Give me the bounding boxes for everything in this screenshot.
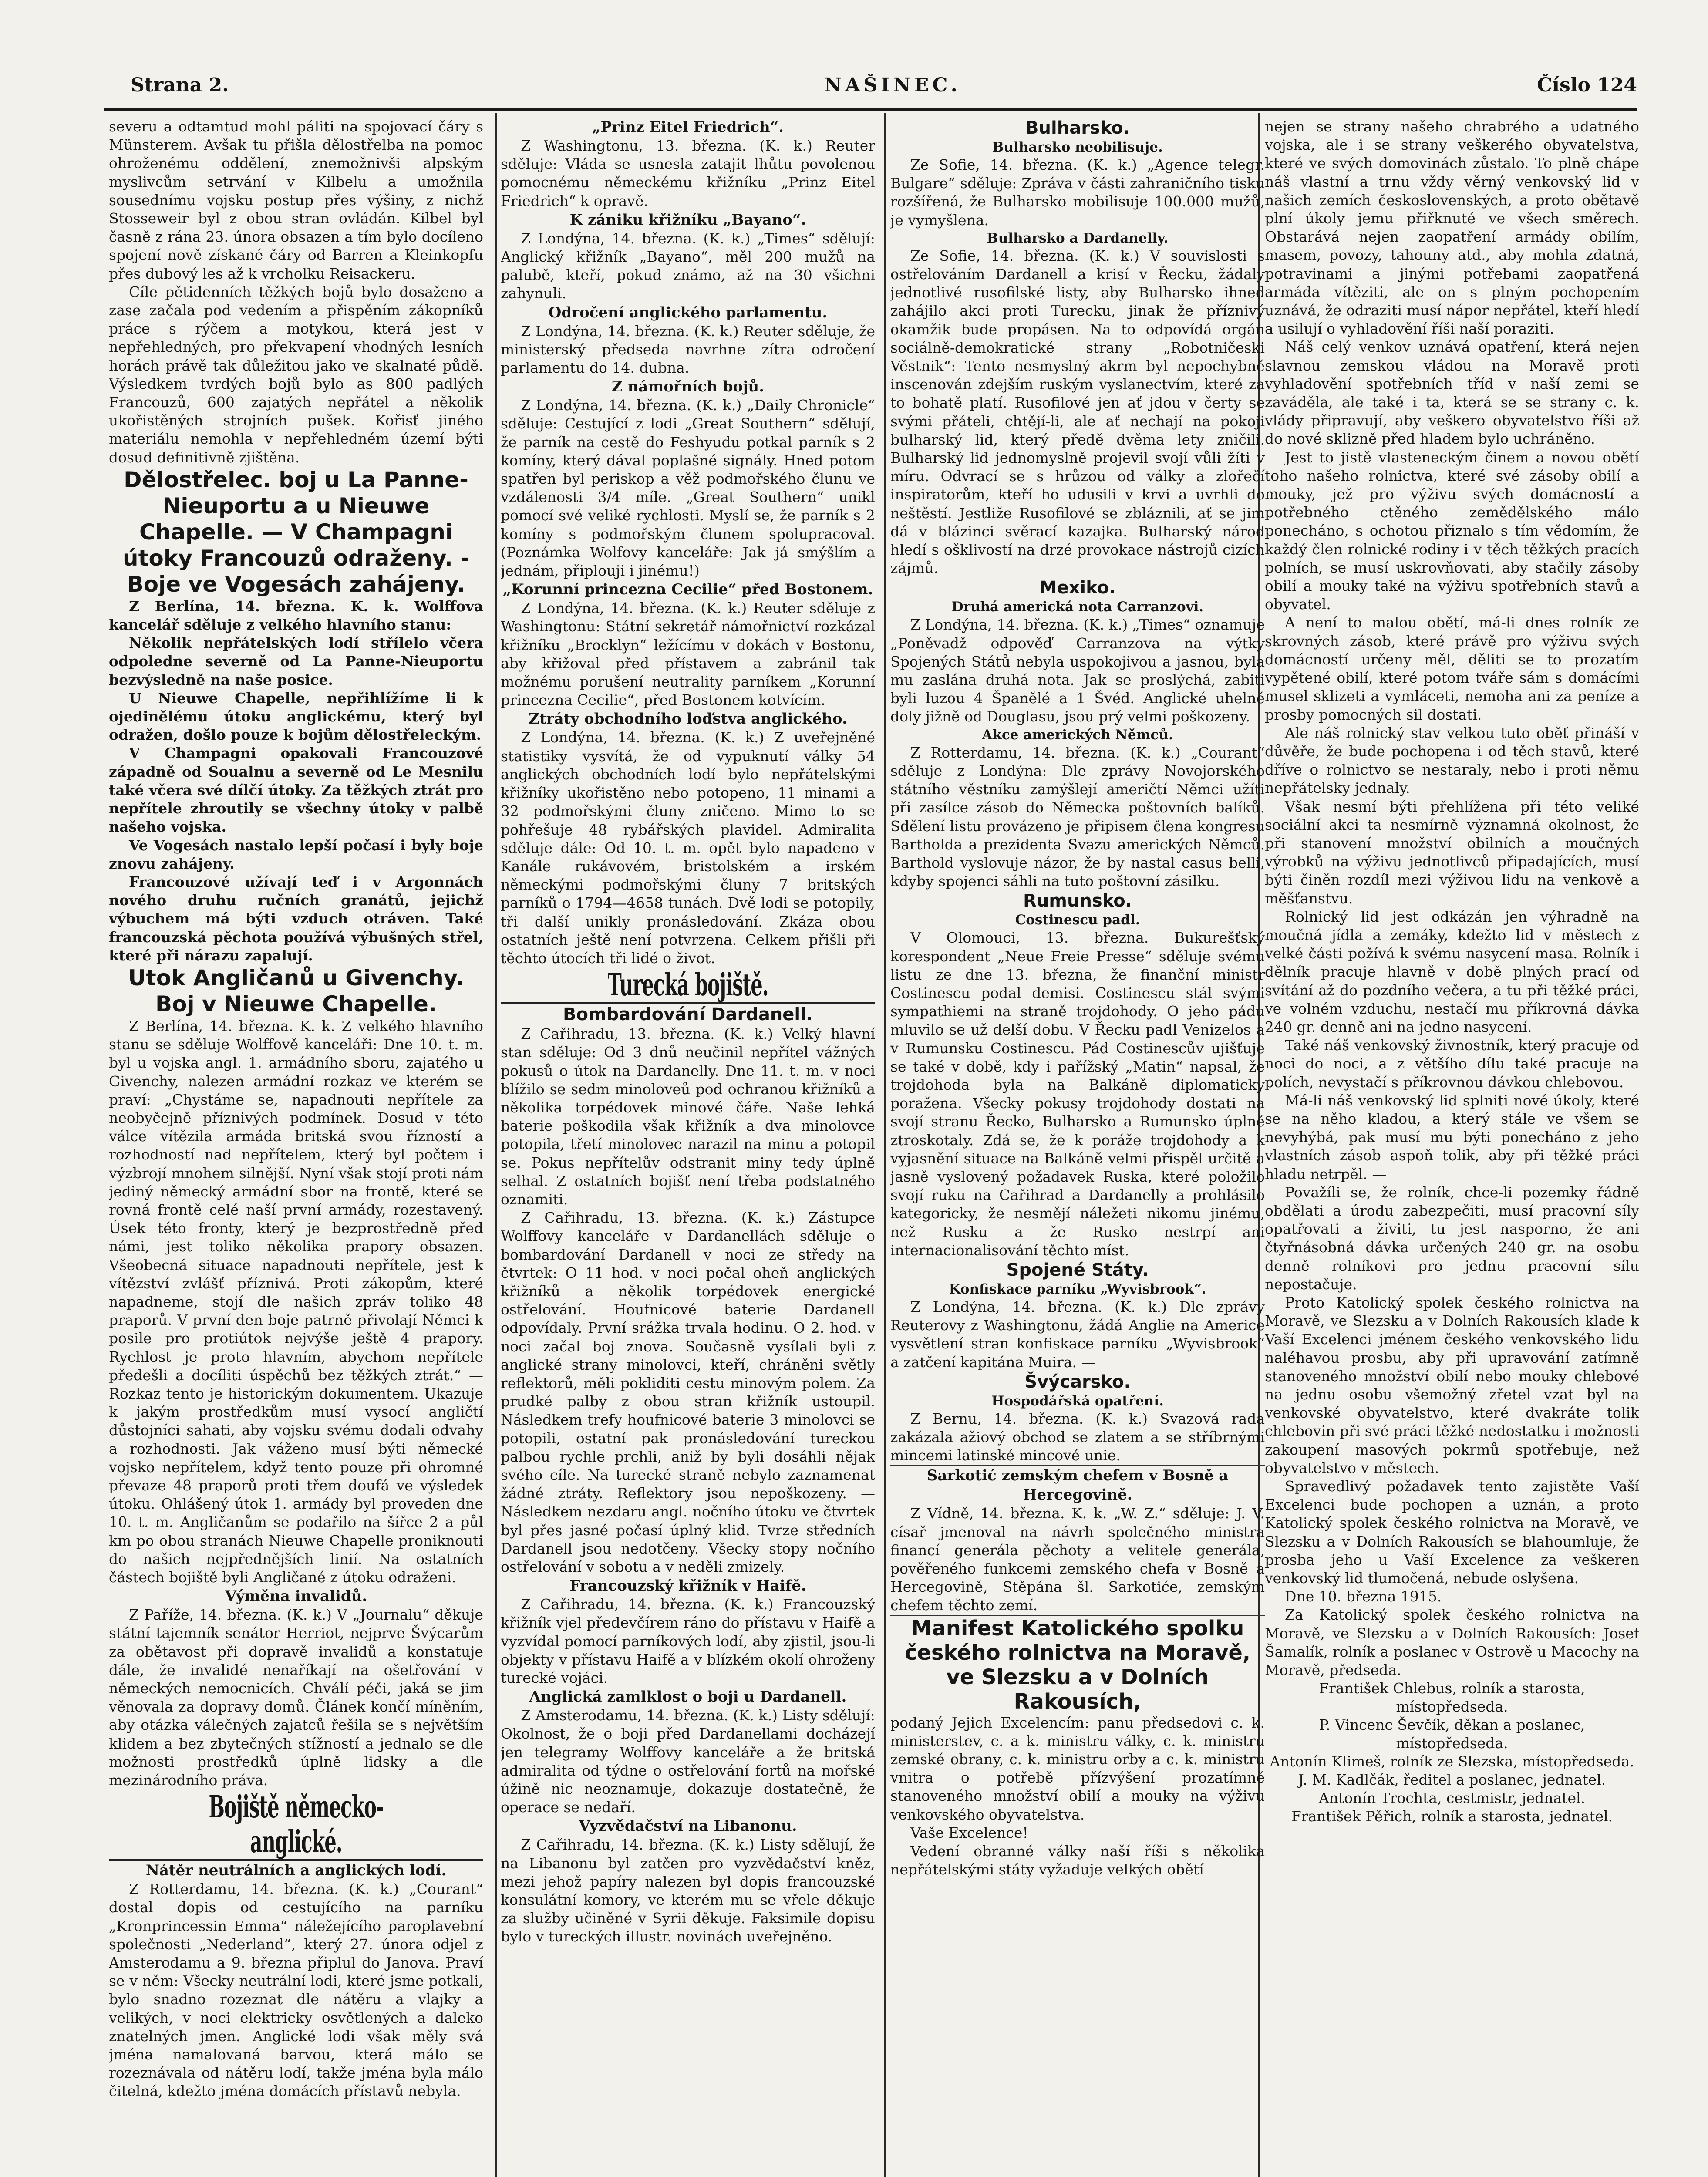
article-text: V Champagni opakovali Francouzové západně od Soualnu a severně od Le Mesnilu také včera své dílčí útoky. Za těžkých ztrát pro nepřítele zhroutily se všechny útoky v palbě našeho vojska. <box>109 745 483 836</box>
article-text: Proto Katolický spolek českého rolnictva na Moravě, ve Slezsku a v Dolních Rakousích klade k Vaší Excelenci jménem českého venkovského lidu naléhavou prosbu, aby při upravování zatímně stanoveného množství obilí nebo mouky chlebové na jednu osobu všemožný zřetel vzat byl na venkovské obyvatelstvo, které dvakráte tolik chlebovin při své práci těžké nedostatku i možnosti zakoupení masových pokrmů spotřebuje, než obyvatelstvo v městech. <box>1265 1294 1639 1476</box>
article-text: A není to malou obětí, má-li dnes rolník ze skrovných zásob, které právě pro výživu svých domácností určeny měl, děliti se to prozatím vypětené obilí, které potom tváře sám s domácími musel sklizeti a vymláceti, nemoha ani za peníze a prosby pomocných sil dostati. <box>1265 614 1639 723</box>
article-text: Z Cařihradu, 14. března. (K. k.) Francouzský křižník vjel předevčírem ráno do přístavu v Haifě a vyzvídal pomocí parníkových lodí, aby zjistil, jsou-li objekty v přístavu Haifě a v blízkém okolí ohroženy turecké vojáci. <box>501 1596 875 1687</box>
article-text: Považíli se, že rolník, chce-li pozemky řádně obdělati a úrodu zabezpečiti, musí pracovní síly opatřovati a živiti, tu jest nasporno, že ani čtyřnásobná dávka určených 240 gr. na osobu denně rolníkovi pro jednu pracovní sílu nepostačuje. <box>1265 1183 1639 1293</box>
subheadline: Anglická zamlklost o boji u Dardanell. <box>529 1688 847 1706</box>
column-divider <box>495 113 497 2177</box>
issue-number: Číslo 124 <box>1537 74 1637 96</box>
article-text: podaný Jejich Excelencím: panu předsedovi c. k. ministerstev, c. a k. ministru války, c. k. ministru zemské obrany, c. k. ministru orby a c. k. ministru vnitra o potřebě přízvýšení prozatímně stanoveného množství obilí a mouky na výživu venkovského obyvatelstva. <box>890 1714 1265 1823</box>
article-text: V Olomouci, 13. března. Bukurešťský korespondent „Neue Freie Presse“ sděluje svému listu ze dne 13. března, že finanční ministr Costinescu podal demisi. Costinescu stál svými sympathiemi na straně trojdohody. O jeho pádu mluvilo se už delší dobu. V Řecku padl Venizelos a v Rumunsku Costinescu. Pád Costinescův ujišťuje se také v době, kdy i pařížský „Matin“ napsal, že trojdohoda byla na Balkáně diplomaticky poražena. Všecky pokusy trojdohody dostati na svojí stranu Řecko, Bulharsko a Rumunsko úplně ztroskotaly. Zdá se, že k poráže trojdohody a k vyjasnění situace na Balkáně velmi přispěl určitě a jasně vyslovený požadavek Ruska, které položilo svojí ruku na Cařihrad a Dardanelly a prohlásilo kategoricky, že nesmějí náležeti nikomu jinému, než Rusku a že Rusko nestrpí ani internacionalisování těchto míst. <box>890 929 1265 1259</box>
article-text: Však nesmí býti přehlížena při této veliké sociální akci ta nesmírně významná okolnost, že při stanovení množství obilních a moučných výrobků na výživu jednotlivců připadajících, musí býti činěn rozdíl mezi výživou lidu na venkově a měšťanstvu. <box>1265 798 1639 907</box>
article-text: Z Londýna, 14. března. (K. k.) „Times“ oznamuje „Poněvadž odpověď Carranzova na výtky Spojených Států nebyla uspokojivou a jasnou, byla mu zaslána druhá nota. Jak se proslýchá, zabiti byli luzou 4 Španělé a 1 Švéd. Anglické uhelné doly jižně od Douglasu, jsou prý velmi poškozeny. <box>890 616 1265 725</box>
signatory: František Chlebus, rolník a starosta, místopředseda. <box>1319 1680 1585 1715</box>
article-text: Ze Sofie, 14. března. (K. k.) V souvislosti s ostřelováním Dardanell a krisí v Řecku, žádaly jednotlivé rusofilské listy, aby Bulharsko ihned zahájilo akci proti Turecku, jinak že příznivý okamžik bude propásen. Na to odpovídá orgán sociálně-demokratické strany „Robotničeski Věstnik“: Tento nesmyslný akrm byl nepochybně inscenován zdejším ruským vyslanectvím, které za to bohatě platí. Rusofilové jen ať jdou v čerty se svými přáteli, chtějí-li, ale ať nechají na pokoji bulharský lid, který předě dvěma lety zničili. Bulharský lid jednomyslně projevil svojí vůli žíti v míru. Odvrací se s hrůzou od války a zlořečí inspiratorům, kteří ho udusili v krvi a uvrhli do neštěstí. Jestliže Rusofilové se zbláznili, ať se jim dá v blázinci svěrací kazajka. Bulharský národ hledí s ošklivostí na drzé provokace nástrojů cizích zájmů. <box>890 247 1265 577</box>
article-text: Z Rotterdamu, 14. března. (K. k.) „Courant“ sděluje z Londýna: Dle zprávy Novojorského státního věstníku zamýšlejí američtí Němci užíti při zasílce zásob do Německa poštovních balíků. Sdělení listu provázeno je připisem člena kongresu Bartholda a prezidenta Svazu amerických Němců. Barthold vyslovuje názor, že by nastal casus belli, kdyby spojenci sáhli na tuto poštovní zásilku. <box>890 744 1265 890</box>
headline: Spojené Státy. <box>1006 1260 1149 1280</box>
headline: Rumunsko. <box>1023 891 1132 911</box>
column-2 <box>501 118 875 2177</box>
article-text: Z Washingtonu, 13. března. (K. k.) Reuter sděluje: Vláda se usnesla zatajit lhůtu povolenou pomocnému německému křižníku „Prinz Eitel Friedrich“ k opravě. <box>501 137 875 209</box>
signatory: P. Vincenc Ševčík, děkan a poslanec, místopředseda. <box>1319 1716 1585 1752</box>
subheadline: Odročení anglického parlamentu. <box>548 303 828 321</box>
subheadline: Francouzský křižník v Haifě. <box>569 1577 806 1595</box>
subheadline: „Korunní princezna Cecilie“ před Bostonem. <box>502 581 873 599</box>
article-text: Z Amsterodamu, 14. března. (K. k.) Listy sdělují: Okolnost, že o boji před Dardanellami docházejí jen telegramy Wolffovy kanceláře a že britská admiralita od týdne o ostřelování fortů na mořské úžině nic neoznamuje, dokazuje dostatečně, že operace se nedaří. <box>501 1707 875 1816</box>
headline: Bulharsko. <box>1025 118 1130 138</box>
page-number: Strana 2. <box>131 74 229 96</box>
manifest-title: Manifest Katolického spolku českého rolnictva na Moravě, ve Slezsku a v Dolních Rakousích, <box>904 1616 1251 1714</box>
subheadline: Costinescu padl. <box>1015 912 1140 928</box>
headline: Švýcarsko. <box>1024 1372 1131 1392</box>
salutation: Vaše Excelence! <box>910 1824 1028 1841</box>
section-title: Turecká bojiště. <box>607 967 768 1003</box>
subheadline: Výměna invalidů. <box>225 1587 367 1605</box>
article-text: Cíle pětidenních těžkých bojů bylo dosaženo a zase začala pod vedením a přispěním zákopníků práce s rýčem a motykou, která jest v nepřehledných, pro překvapení vhodných lesních horách právě tak důležitou jako ve skalnaté půdě. Výsledkem tvrdých bojů bylo as 800 padlých Francouzů, 600 zajatých nepřátel a několik ukořistěných strojních pušek. Kořisť jiného materiálu nemohla v nepřehledném území býti dosud definitivně zjištěna. <box>109 283 483 466</box>
article-text: Několik nepřátelských lodí střílelo včera odpoledne severně od La Panne-Nieuportu bezvýsledně na naše posice. <box>109 634 483 688</box>
article-text: Také náš venkovský živnostník, který pracuje od noci do noci, a z většího dílu také pracuje na polích, nevystačí s příkrovnou dávkou chlebovou. <box>1265 1037 1639 1091</box>
subheadline: Hospodářská opatření. <box>991 1393 1164 1409</box>
subheadline: Vyzvědačství na Libanonu. <box>579 1817 797 1835</box>
column-4 <box>1265 118 1639 2177</box>
signatory: Antonín Trochta, cestmistr, jednatel. <box>1318 1789 1586 1807</box>
date-line: Dne 10. března 1915. <box>1285 1588 1442 1605</box>
article-text: Jest to jistě vlasteneckým činem a novou obětí toho našeho rolnictva, které své zásoby obilí a mouky, jež pro výživu svých domácností a potřebného ctěného zemědělského málo ponecháno, s ochotou přiznalo s tím vědomím, že každý člen rolnické rodiny i v těch těžkých pracích polních, se musí uskrovňovati, aby stačily zásoby obilí a mouky také na výživu spotřebních stavů a obyvatel. <box>1265 448 1639 613</box>
subheadline: Ztráty obchodního loďstva anglického. <box>529 710 847 728</box>
masthead: NAŠINEC. <box>824 74 961 96</box>
headline: Dělostřelec. boj u La Panne-Nieuportu a u Nieuwe Chapelle. — V Champagni útoky Francouzů odraženy. - Boje ve Vogesách zahájeny. <box>122 467 470 597</box>
article-text: Z Bernu, 14. března. (K. k.) Svazová rada zakázala ažiový obchod se zlatem a se stříbrnými mincemi latinské mincové unie. <box>890 1410 1265 1464</box>
headline: Utok Angličanů u Givenchy. Boj v Nieuwe Chapelle. <box>128 965 464 1017</box>
article-text: Z Vídně, 14. března. K. k. „W. Z.“ sděluje: J. V. císař jmenoval na návrh společného ministra financí generála pěchoty a velitele generála, pověřeného funkcemi zemského chefa v Bosně a Hercegovině, Stěpána šl. Sarkotiće, zemským chefem těchto zemí. <box>890 1505 1265 1614</box>
subheadline: Nátěr neutrálních a anglických lodí. <box>145 1862 447 1880</box>
article-text: Z Berlína, 14. března. K. k. Z velkého hlavního stanu se sděluje Wolffově kanceláři: Dne 10. t. m. byl u vojska angl. 1. armádního sboru, zajatého u Givenchy, nalezen armádní rozkaz ve kterém se praví: „Chystáme se, napadnouti nepřítele za neobyčejně příznivých podmínek. Dosud v této válce vítězila armáda britská svou řízností a rozhodností nad nepřítelem, který byl počtem i výzbrojí mnohem silnější. Nyní však stojí proti nám jediný německý armádní sbor na frontě, které se rovná frontě celé naší první armády, rozestavený. Úsek této fronty, který je bezprostředně před námi, jest toliko několika prapory obsazen. Všeobecná situace napadnouti nepřítele, jest k vítězství zvlášť příznivá. Proti zákopům, které napadneme, stojí dle našich zpráv toliko 48 praporů. V první den boje patrně přivolají Němci k posile pro protiútok nejvýše ještě 4 prapory. Rychlost je proto hlavním, abychom nepřítele předešli a docíliti úspěchů bez těžkých ztrát.“ — Rozkaz tento je historickým dokumentem. Ukazuje k jakým prostředkům musí vysocí angličtí důstojníci sahati, aby vojsku svému dodali odvahy a rozhodnosti. Jak váženo musí býti německé vojsko nepřítelem, když tento pouze při ohromné převaze 48 praporů proti třem doufá ve výsledek útoku. Ohlášený útok 1. armády byl proveden dne 10. t. m. Angličanům se podařilo na šířce 2 a půl km po obou stranách Nieuwe Chapelle proniknouti do našich nejpřednějších linií. Na ostatních částech bojiště byli Angličané z útoku odraženi. <box>109 1017 483 1586</box>
article-text: Francouzové užívají teď i v Argonnách nového druhu ručních granátů, jejichž výbuchem má býti vzduch otráven. Také francouzská pěchota používá výbušných střel, které při nárazu zapalují. <box>109 873 483 964</box>
article-text: Z Londýna, 14. března. (K. k.) Reuter sděluje, že ministerský předseda navrhne zítra odročení parlamentu do 14. dubna. <box>501 322 875 377</box>
article-text: Náš celý venkov uznává opatření, která nejen slavnou zemskou vládou na Moravě proti vyhladovění spotřebních tříd v naší zemi se zaváděla, ale také i ta, která se se strany c. k. vlády připravují, aby veškero obyvatelstvo říši až do nové sklizně před hladem bylo uchráněno. <box>1265 338 1639 448</box>
subheadline: Z námořních bojů. <box>611 378 765 396</box>
section-banner <box>501 967 875 1004</box>
article-text: Za Katolický spolek českého rolnictva na Moravě, ve Slezsku a v Dolních Rakousích: Josef Šamalík, rolník a poslanec v Ostrově u Macochy na Moravě, předseda. <box>1265 1606 1639 1679</box>
subheadline: Konfiskace parníku „Wyvisbrook“. <box>949 1281 1206 1297</box>
article-text: severu a odtamtud mohl páliti na spojovací čáry s Münsterem. Avšak tu přišla dělostřelba na pomoc ohroženému oddělení, znemožnivši alpským myslivcům setrvání v Kilbelu a umožnila sousednímu vojsku postup přes výšiny, z nichž Stosseweir byl z obou stran ovládán. Kilbel byl časně z rána 23. února obsazen a tím bylo docíleno spojení nově získané čáry od Barren a Kleinkopfu přes dubový les až k vrcholku Reisackeru. <box>109 118 483 282</box>
column-3 <box>890 118 1265 2177</box>
subheadline: Druhá americká nota Carranzovi. <box>951 599 1204 615</box>
subheadline: „Prinz Eitel Friedrich“. <box>592 118 784 136</box>
article-text: U Nieuwe Chapelle, nepřihlížíme li k ojedinělému útoku anglickému, který byl odražen, došlo pouze k bojům dělostřeleckým. <box>109 689 483 744</box>
article-text: Spravedlivý požadavek tento zajistěte Vaší Excelenci bude pochopen a uznán, a proto Katolický spolek českého rolnictva na Moravě, ve Slezsku a v Dolních Rakousích se blahoumluje, že prosba jeho u Vaší Excelence za veškeren venkovský lid tlumočená, nebude oslyšena. <box>1265 1478 1639 1587</box>
header-rule <box>104 108 1637 111</box>
column-1 <box>109 118 483 2177</box>
article-text: Z Londýna, 14. března. (K. k.) Dle zprávy Reuterovy z Washingtonu, žádá Anglie na Americe vysvětlení stran konfiskace parníku „Wyvisbrook“ a zatčení kapitána Muira. — <box>890 1298 1265 1371</box>
article-text: Z Londýna, 14. března. (K. k.) „Times“ sdělují: Anglický křižník „Bayano“, měl 200 mužů na palubě, kteří, pokud známo, až na 30 všichni zahynuli. <box>501 229 875 302</box>
article-text: Z Paříže, 14. března. (K. k.) V „Journalu“ děkuje státní tajemník senátor Herriot, nejprve Švýcarům za obětavost při dopravě invalidů a konstatuje dále, že invalidé nenaříkají na ošetřování v německých nemocnicích. Chválí péči, jaká se jim věnovala za dopravy domů. Článek končí míněním, aby otázka válečných zajatců řešila se s největším klidem a bez zbytečných stížností a jednalo se dle možnosti prostředků úplně lidsky a dle mezinárodního práva. <box>109 1606 483 1789</box>
signatory: Antonín Klimeš, rolník ze Slezska, místopředseda. <box>1270 1753 1634 1770</box>
column-divider <box>884 113 886 2177</box>
subheadline: Akce amerických Němců. <box>982 727 1173 743</box>
article-text: Z Londýna, 14. března. (K. k.) „Daily Chronicle“ sděluje: Cestující z lodi „Great Southern“ sdělují, že parník na cestě do Feshyudu potkal parník s 2 komíny, který dával poplašné signály. Hned potom spatřen byl periskop a věž podmořského člunu ve vzdálenosti 3/4 míle. „Great Southern“ unikl pomocí své veliké rychlosti. Myslí se, že parník s 2 komíny s podmořským člunem spolupracoval. (Poznámka Wolfovy kanceláře: Jak já smýšlím a jednám, připlouji i jinému!) <box>501 397 875 580</box>
signatory: J. M. Kadlčák, ředitel a poslanec, jednatel. <box>1298 1771 1606 1789</box>
headline: Bombardování Dardanell. <box>563 1004 813 1025</box>
subheadline: Bulharsko a Dardanelly. <box>987 230 1169 246</box>
article-text: Z Rotterdamu, 14. března. (K. k.) „Courant“ dostal dopis od cestujícího na parníku „Kronprincessin Emma“ náležejícího paroplavební společnosti „Nederland“, který 27. února odjel z Amsterodamu a 9. března připlul do Janova. Praví se v něm: Všecky neutrální lodi, které jsme potkali, bylo snadno rozeznat dle nátěru a vlajky a velikých, v noci elektricky osvětlených a daleko znatelných jmen. Anglické lodi však měly svá jména namalovaná barvou, která málo se rozeznávala od nátěru lodí, takže jména byla málo čitelná, kdežto jména domácích přístavů nebyla. <box>109 1880 483 2100</box>
article-text: Z Londýna, 14. března. (K. k.) Reuter sděluje z Washingtonu: Státní sekretář námořnictví rozkázal křižníku „Brocklyn“ ležícímu v dokách v Bostonu, aby křižoval před přístavem a zabránil tak možnému porušení neutrality parníkem „Korunní princezna Cecilie“, před Bostonem kotvícím. <box>501 600 875 709</box>
article-text: Z Londýna, 14. března. (K. k.) Z uveřejněné statistiky vysvítá, že od vypuknutí války 54 anglických obchodních lodí bylo nepřátelskými křižníky ukořistěno nebo potopeno, 11 minami a 32 podmořskými čluny zničeno. Mimo to se pohřešuje 48 rybářských plavidel. Admiralita sděluje dále: Od 10. t. m. opět bylo napadeno v Kanále rukávovém, bristolském a irském německými podmořskými čluny 7 britských parníků o 1794—4658 tunách. Dvě lodi se potopily, tři další unikly pronásledování. Zkáza obou ostatních ještě není potvrzena. Celkem přišli při těchto útocích tři lidé o život. <box>501 729 875 967</box>
headline: Mexiko. <box>1039 578 1116 598</box>
section-title: Bojiště německo-anglické. <box>209 1789 384 1860</box>
article-text: Z Cařihradu, 14. března. (K. k.) Listy sdělují, že na Libanonu byl zatčen pro vyzvědačství kněz, mezi jehož papíry nalezen byl dopis francouzské konsulátní komory, ve kterém mu se vřele děkuje za služby učiněné v Syrii děkuje. Faksimile dopisu bylo v tureckých illustr. novinách uveřejněno. <box>501 1836 875 1945</box>
article-text: Rolnický lid jest odkázán jen výhradně na moučná jídla a zemáky, kdežto lid v městech z velké části požívá k svému nasycení masa. Rolník i dělník pracuje hlavně v době plných prací od svítání až do pozdního večera, a tu při těžké práci, ve volném vzduchu, nestačí mu příkrovná dávka 240 gr. denně ani na jedno nasycení. <box>1265 908 1639 1035</box>
article-text: Ale náš rolnický stav velkou tuto oběť přináší v důvěře, že bude pochopena i od těch stavů, které dříve o rolnictvo se nestaraly, nebo i proti němu nepřátelsky jednaly. <box>1265 724 1639 797</box>
subheadline: Bulharsko neobilisuje. <box>992 139 1163 155</box>
article-text: Má-li náš venkovský lid splniti nové úkoly, které se na něho kladou, a který stále ve všem se nevyhýbá, pak musí mu býti ponecháno z jeho vlastních zásob aspoň tolik, aby při těžké práci hladu netrpěl. — <box>1265 1092 1639 1183</box>
article-text: Z Berlína, 14. března. K. k. Wolffova kancelář sděluje z velkého hlavního stanu: <box>109 597 483 634</box>
article-text: Z Cařihradu, 13. března. (K. k.) Zástupce Wolffovy kanceláře v Dardanellách sděluje o bombardování Dardanell v noci ze středy na čtvrtek: O 11 hod. v noci počal oheň anglických křižníků a několik torpédovek energické ostřelování. Houfnicové baterie Dardanell odpovídaly. První srážka trvala hodinu. O 2. hod. v noci začal boj znova. Současně vysílali byli z anglické strany minolovci, kteří, chráněni světly reflektorů, měli pokliditi cestu minovým polem. Za prudké palby z obou stran křižník ustoupil. Následkem trefy houfnicové baterie 3 minolovci se potopili, ostatní pak pronásledování tureckou palbou rychle prchli, aniž by byli dosáhli nějak svého cíle. Na turecké straně nebylo zaznamenat žádné ztráty. Reflektory jsou nepoškozeny. — Následkem nezdaru angl. nočního útoku ve čtvrtek byl přes jasné počasí úplný klid. Tvrze středních Dardanell jsou nedotčeny. Všecky stopy nočního ostřelování v sobotu a v neděli zmizely. <box>501 1209 875 1576</box>
section-banner <box>109 1789 483 1861</box>
article-text: Z Cařihradu, 13. března. (K. k.) Velký hlavní stan sděluje: Od 3 dnů neučinil nepřítel vážných pokusů o útok na Dardanelly. Dne 11. t. m. v noci blížilo se sedm minoloveů pod ochranou křižníků a několika torpédovek minové čáře. Naše lehká baterie poškodila však křižník a dva minolovce potopila, třetí minolovec narazil na minu a potopil se. Pokus nepřítelův odstranit miny tedy úplně selhal. Z ostatních bojišť není třeba podstatného oznamiti. <box>501 1025 875 1208</box>
subheadline: Sarkotić zemským chefem v Bosně a Hercegovině. <box>926 1467 1229 1504</box>
subheadline: K zániku křižníku „Bayano“. <box>569 211 806 229</box>
article-text: Vedení obranné války naší říši s několika nepřátelskými státy vyžaduje velkých obětí <box>890 1843 1265 1878</box>
article-text: Ve Vogesách nastalo lepší počasí i byly boje znovu zahájeny. <box>109 836 483 872</box>
signatory: František Pěřich, rolník a starosta, jednatel. <box>1291 1808 1613 1825</box>
article-text: Ze Sofie, 14. března. (K. k.) „Agence telegr. Bulgare“ sděluje: Zpráva v části zahraničního tisku rozšířená, že Bulharsko mobilisuje 100.000 mužů, je vymyšlena. <box>890 156 1265 229</box>
article-text: nejen se strany našeho chrabrého a udatného vojska, ale i se strany veškerého obyvatelstva, které ve svých domovinách zůstalo. To plně chápe náš vlastní a trnu vždy věrný venkovský lid v našich zemích československých, a proto obětavě plní úkoly jemu přiřknuté ve všech směrech. Obstarává nejen zaopatření armády obilím, masem, povozy, tahouny atd., aby mohla zdatná, potravinami a jinými potřebami zaopatřená armáda vítěziti, ale on s plným pochopením uznává, že odraziti musí nápor nepřátel, kteří hledí a usilují o vyhladovění říši naší poraziti. <box>1265 118 1639 337</box>
